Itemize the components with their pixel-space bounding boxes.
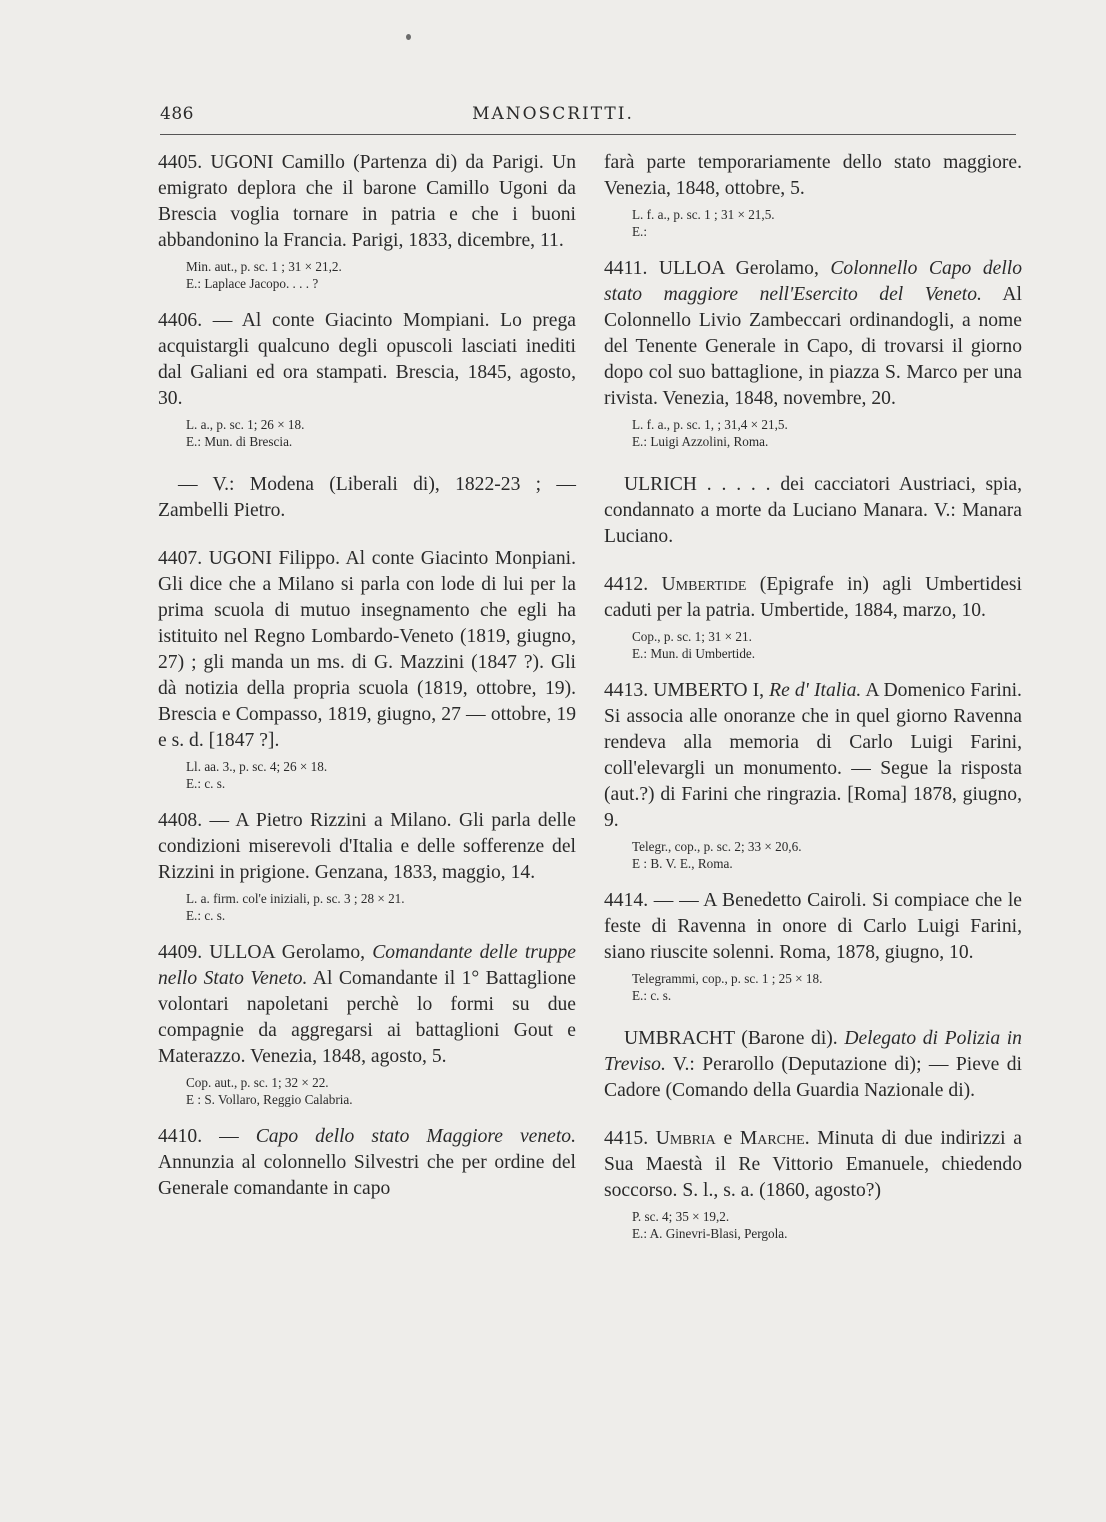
entry-number: 4415. <box>604 1128 649 1149</box>
entry-4410-continued <box>604 150 1022 240</box>
page-number: 486 <box>160 104 194 124</box>
entry-number: 4413. <box>604 680 649 701</box>
entry-number: 4409. <box>158 942 203 963</box>
entry-location: E : S. Vollaro, Reggio Calabria. <box>186 1092 353 1107</box>
running-title: MANOSCRITTI. <box>472 104 634 124</box>
entry-text: Annunzia al colonnello Silvestri che per ordine del Generale comandante in capo <box>158 1152 576 1199</box>
entry-meta: P. sc. 4; 35 × 19,2. <box>632 1209 730 1224</box>
entry-number: 4406. <box>158 310 203 331</box>
entry-meta: L. f. a., p. sc. 1 ; 31 × 21,5. <box>632 207 775 222</box>
entry-location: E : B. V. E., Roma. <box>632 856 733 871</box>
entry-heading: Umbria <box>655 1128 716 1149</box>
entry-title: Delegato di Polizia in Treviso. <box>604 1028 1022 1075</box>
entry-meta: Min. aut., p. sc. 1 ; 31 × 21,2. <box>186 259 342 274</box>
entry-heading: UMBERTO I, <box>653 680 770 701</box>
entry-text: — V.: Modena (Liberali di), 1822-23 ; — Zambelli Pietro. <box>158 474 576 521</box>
entry-meta: Telegrammi, cop., p. sc. 1 ; 25 × 18. <box>632 971 823 986</box>
entry-heading: ULLOA Gerolamo, <box>209 942 373 963</box>
entry-heading-second: Marche <box>739 1128 805 1149</box>
entry-location: E.: Laplace Jacopo. . . . ? <box>186 276 319 291</box>
entry-number: 4411. <box>604 258 648 279</box>
entry-meta: L. a. firm. col'e iniziali, p. sc. 3 ; 28 × 21. <box>186 891 405 906</box>
entry-location: E.: A. Ginevri-Blasi, Pergola. <box>632 1226 788 1241</box>
entry-text: — A Pietro Rizzini a Milano. Gli parla delle condizioni miserevoli d'Italia e delle sofferenze del Rizzini in prigione. Genzana, 1833, maggio, 14. <box>158 810 576 883</box>
entry-4412 <box>604 572 1022 662</box>
entry-location: E.: <box>632 224 648 239</box>
entry-location: E.: Luigi Azzolini, Roma. <box>632 434 769 449</box>
entry-text: — — A Benedetto Cairoli. Si compiace che le feste di Ravenna in onore di Carlo Luigi Farini, siano riuscite solenni. Roma, 1878, giugno, 10. <box>604 890 1022 963</box>
entry-heading: UMBRACHT (Barone di). <box>624 1028 845 1049</box>
entry-location: E.: c. s. <box>632 988 672 1003</box>
entry-meta: Ll. aa. 3., p. sc. 4; 26 × 18. <box>186 759 328 774</box>
specks-dot <box>406 34 411 40</box>
header-rule <box>160 134 1016 135</box>
entry-4405 <box>158 150 576 292</box>
entry-4414 <box>604 888 1022 1004</box>
entry-number: 4408. <box>158 810 203 831</box>
entry-text: Al Colonnello Livio Zambeccari ordinandogli, a nome del Tenente Generale in Capo, di trovarsi il giorno dopo col suo battaglione, in piazza S. Marco per una rivista. Venezia, 1848, novembre, 20. <box>604 284 1022 409</box>
entry-heading: Umbertide <box>661 574 747 595</box>
entry-text: UGONI Camillo (Partenza di) da Parigi. Un emigrato deplora che il barone Camillo Ugoni da Brescia voglia tornare in patria e che i buoni abbandonino la Francia. Parigi, 1833, dicembre, 11. <box>158 152 577 251</box>
entry-text: — Al conte Giacinto Mompiani. Lo prega acquistargli qualcuno degli opuscoli lasciati inediti dal Galiani ed ora stampati. Brescia, 1845, agosto, 30. <box>158 310 576 409</box>
entry-title: Colonnello Capo dello stato maggiore nell'Esercito del Veneto. <box>604 258 1023 305</box>
entry-4413 <box>604 678 1022 872</box>
entry-heading: ULLOA Gerolamo, <box>658 258 831 279</box>
entry-title: Comandante delle truppe nello Stato Veneto. <box>158 942 576 989</box>
left-column <box>158 150 576 1218</box>
entry-4410 <box>158 1124 576 1202</box>
entry-title: Re d' Italia. <box>769 680 862 701</box>
entry-4411 <box>604 256 1022 450</box>
entry-4406 <box>158 308 576 450</box>
entry-meta: Cop. aut., p. sc. 1; 32 × 22. <box>186 1075 329 1090</box>
entry-text: UGONI Filippo. Al conte Giacinto Monpiani. Gli dice che a Milano si parla con lode di lui per la prima scuola di mutuo insegnamento che egli ha istituito nel Regno Lombardo-Veneto (1819, giugno, 27) ; gli manda un ms. di G. Mazzini (1847 ?). Gli dà notizia della propria scuola (1819, ottobre, 19). Brescia e Compasso, 1819, giugno, 27 — ottobre, 19 e s. d. [1847 ?]. <box>158 548 576 751</box>
entry-text: (Epigrafe in) agli Umbertidesi caduti per la patria. Umbertide, 1884, marzo, 10. <box>604 574 1023 621</box>
entry-number: 4405. <box>158 152 203 173</box>
entry-meta: Cop., p. sc. 1; 31 × 21. <box>632 629 752 644</box>
entry-number: 4410. <box>158 1126 203 1147</box>
entry-number: 4412. <box>604 574 649 595</box>
entry-number: 4414. <box>604 890 649 911</box>
entry-location: E.: c. s. <box>186 908 226 923</box>
entry-heading: — <box>219 1126 256 1147</box>
entry-text: ULRICH . . . . . dei cacciatori Austriaci, spia, condannato a morte da Luciano Manara. V.: Manara Luciano. <box>604 474 1022 547</box>
entry-4408 <box>158 808 576 924</box>
entry-4409 <box>158 940 576 1108</box>
entry-4415 <box>604 1126 1022 1242</box>
entry-text: Al Comandante il 1° Battaglione volontari napoletani perchè lo formi su due compagnie da aggregarsi ai battaglioni Gout e Materazzo. Venezia, 1848, agosto, 5. <box>158 968 576 1067</box>
entry-heading-joiner: e <box>715 1128 740 1149</box>
entry-location: E.: Mun. di Brescia. <box>186 434 293 449</box>
entry-text: A Domenico Farini. Si associa alle onoranze che in quel giorno Ravenna rendeva alla memoria di Carlo Luigi Farini, coll'elevargli un monumento. — Segue la risposta (aut.?) di Farini che ringrazia. [Roma] 1878, giugno, 9. <box>604 680 1022 831</box>
entry-text: V.: Perarollo (Deputazione di); — Pieve di Cadore (Comando della Guardia Nazionale di). <box>604 1054 1022 1101</box>
entry-4407 <box>158 546 576 792</box>
entry-meta: L. a., p. sc. 1; 26 × 18. <box>186 417 305 432</box>
entry-location: E.: c. s. <box>186 776 226 791</box>
cross-reference <box>158 472 576 524</box>
entry-meta: Telegr., cop., p. sc. 2; 33 × 20,6. <box>632 839 802 854</box>
entry-ulrich <box>604 472 1022 550</box>
entry-number: 4407. <box>158 548 203 569</box>
right-column <box>604 150 1022 1258</box>
entry-title: Capo dello stato Maggiore veneto. <box>255 1126 576 1147</box>
entry-location: E.: Mun. di Umbertide. <box>632 646 756 661</box>
entry-umbracht <box>604 1026 1022 1104</box>
entry-meta: L. f. a., p. sc. 1, ; 31,4 × 21,5. <box>632 417 788 432</box>
entry-text: . Minuta di due indirizzi a Sua Maestà il Re Vittorio Emanuele, chiedendo soccorso. S. l., s. a. (1860, agosto?) <box>604 1128 1022 1201</box>
entry-text: farà parte temporariamente dello stato maggiore. Venezia, 1848, ottobre, 5. <box>604 152 1022 199</box>
